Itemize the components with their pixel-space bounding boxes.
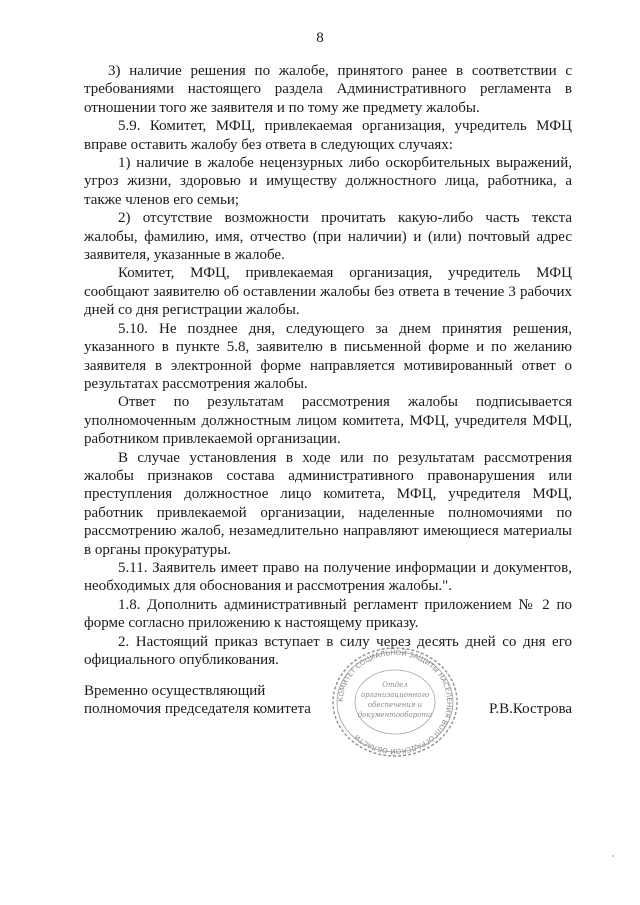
document-body (84, 62, 572, 669)
stamp-inner-line3: обеспечения и (367, 701, 423, 709)
signer-position (84, 682, 314, 719)
paragraph-5-10: 5.10. Не позднее дня, следующего за днем принятия решения, указанного в пункте 5.8, заявителю в письменной форме и по желанию заявителя в электронной форме направляется мотивированный ответ о результатах рассмотрения жалобы. (84, 320, 572, 392)
signer-name: Р.В.Кострова (488, 701, 572, 717)
paragraph-item-3: 3) наличие решения по жалобе, принятого ранее в соответствии с требованиями настоящего раздела Административного регламента в отношении того же заявителя и по тому же предмету жалобы. (84, 63, 572, 116)
paragraph-effective-date: 2. Настоящий приказ вступает в силу через десять дней со дня его официального опубликования. (84, 633, 572, 668)
paragraph-1-8: 1.8. Дополнить административный регламент приложением № 2 по форме согласно приложению к настоящему приказу. (84, 596, 572, 632)
paragraph-5-11: 5.11. Заявитель имеет право на получение информации и документов, необходимых для обоснования и рассмотрения жалобы.". (84, 559, 572, 595)
stamp-inner-line4: документооборота (357, 711, 433, 719)
signer-position-line2: полномочия председателя комитета (84, 701, 311, 718)
paragraph-item-2: 2) отсутствие возможности прочитать какую-либо часть текста жалобы, фамилию, имя, отчество (при наличии) и (или) почтовый адрес заявителя, указанные в жалобе. (84, 210, 572, 264)
scan-speck (612, 855, 614, 857)
stamp-outer-text: КОМИТЕТ СОЦИАЛЬНОЙ ЗАЩИТЫ НАСЕЛЕНИЯ ВОЛГОГРАДСКОЙ ОБЛАСТИ (336, 648, 454, 756)
paragraph-notification: Комитет, МФЦ, привлекаемая организация, учредитель МФЦ сообщают заявителю об оставлении жалобы без ответа в течение 3 рабочих дней со дня регистрации жалобы. (84, 265, 572, 319)
page-number: 8 (316, 30, 324, 46)
paragraph-prosecution: В случае установления в ходе или по результатам рассмотрения жалобы признаков состава административного правонарушения или преступления должностное лицо комитета, МФЦ, учредителя МФЦ, работник привлекаемой организации, наделенные полномочиями по рассмотрению жалоб, незамедлительно направляют имеющиеся материалы в органы прокуратуры. (84, 449, 572, 558)
stamp-inner-line1: Отдел (382, 681, 408, 689)
paragraph-response-signing: Ответ по результатам рассмотрения жалобы подписывается уполномоченным должностным лицом комитета, МФЦ, учредителя МФЦ, работником привлекаемой организации. (84, 394, 572, 448)
official-stamp (330, 645, 460, 760)
paragraph-5-9: 5.9. Комитет, МФЦ, привлекаемая организация, учредитель МФЦ вправе оставить жалобу без ответа в следующих случаях: (84, 118, 572, 153)
signer-position-line1: Временно осуществляющий (84, 683, 266, 699)
paragraph-item-1: 1) наличие в жалобе нецензурных либо оскорбительных выражений, угроз жизни, здоровью и имуществу должностного лица, работника, а также членов его семьи; (84, 155, 572, 208)
stamp-inner-line2: организационного (360, 691, 430, 699)
